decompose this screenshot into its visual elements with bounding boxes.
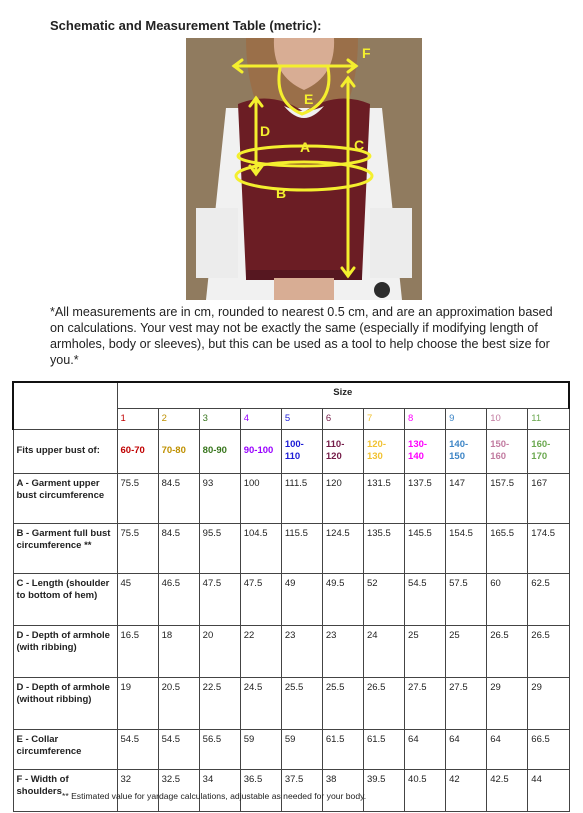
size-number-11: 11 — [528, 408, 569, 429]
label-f: F — [362, 45, 371, 61]
size-number-3: 3 — [199, 408, 240, 429]
row-label: D - Depth of armhole (with ribbing) — [13, 625, 117, 677]
bust-range-size-7: 120-130 — [363, 429, 404, 473]
table-row — [13, 677, 569, 729]
size-header-row — [13, 382, 569, 408]
value-cell: 165.5 — [487, 523, 528, 573]
value-cell: 61.5 — [363, 729, 404, 769]
size-number-7: 7 — [363, 408, 404, 429]
value-cell: 32.5 — [158, 769, 199, 811]
label-e: E — [304, 91, 314, 107]
value-cell: 26.5 — [363, 677, 404, 729]
value-cell: 49 — [281, 573, 322, 625]
value-cell: 39.5 — [363, 769, 404, 811]
row-label: F - Width of shoulders — [13, 769, 117, 811]
value-cell: 20 — [199, 625, 240, 677]
value-cell: 115.5 — [281, 523, 322, 573]
value-cell: 61.5 — [322, 729, 363, 769]
value-cell: 124.5 — [322, 523, 363, 573]
value-cell: 131.5 — [363, 473, 404, 523]
row-label: A - Garment upper bust circumference — [13, 473, 117, 523]
value-cell: 52 — [363, 573, 404, 625]
value-cell: 19 — [117, 677, 158, 729]
value-cell: 157.5 — [487, 473, 528, 523]
value-cell: 57.5 — [446, 573, 487, 625]
value-cell: 59 — [281, 729, 322, 769]
value-cell: 26.5 — [487, 625, 528, 677]
table-row — [13, 729, 569, 769]
value-cell: 154.5 — [446, 523, 487, 573]
size-number-2: 2 — [158, 408, 199, 429]
label-b: B — [276, 185, 287, 201]
label-d: D — [260, 123, 271, 139]
value-cell: 66.5 — [528, 729, 569, 769]
value-cell: 23 — [322, 625, 363, 677]
bust-range-size-4: 90-100 — [240, 429, 281, 473]
value-cell: 40.5 — [405, 769, 446, 811]
value-cell: 46.5 — [158, 573, 199, 625]
bust-range-size-10: 150-160 — [487, 429, 528, 473]
value-cell: 62.5 — [528, 573, 569, 625]
value-cell: 25.5 — [322, 677, 363, 729]
value-cell: 22 — [240, 625, 281, 677]
value-cell: 54.5 — [158, 729, 199, 769]
value-cell: 147 — [446, 473, 487, 523]
value-cell: 26.5 — [528, 625, 569, 677]
value-cell: 24 — [363, 625, 404, 677]
watch — [374, 282, 390, 298]
measurement-table — [12, 381, 570, 812]
value-cell: 42.5 — [487, 769, 528, 811]
value-cell: 174.5 — [528, 523, 569, 573]
value-cell: 60 — [487, 573, 528, 625]
value-cell: 56.5 — [199, 729, 240, 769]
hands — [274, 278, 334, 300]
value-cell: 27.5 — [446, 677, 487, 729]
vest-schematic-photo — [186, 38, 422, 300]
value-cell: 135.5 — [363, 523, 404, 573]
value-cell: 32 — [117, 769, 158, 811]
label-c: C — [354, 137, 365, 153]
value-cell: 44 — [528, 769, 569, 811]
value-cell: 34 — [199, 769, 240, 811]
value-cell: 54.5 — [405, 573, 446, 625]
value-cell: 59 — [240, 729, 281, 769]
value-cell: 18 — [158, 625, 199, 677]
bust-range-size-11: 160-170 — [528, 429, 569, 473]
corner-cell — [13, 382, 117, 429]
vest — [238, 99, 370, 278]
value-cell: 75.5 — [117, 473, 158, 523]
value-cell: 47.5 — [240, 573, 281, 625]
table-row — [13, 625, 569, 677]
value-cell: 64 — [487, 729, 528, 769]
bust-range-size-9: 140-150 — [446, 429, 487, 473]
value-cell: 20.5 — [158, 677, 199, 729]
bust-range-size-6: 110-120 — [322, 429, 363, 473]
value-cell: 104.5 — [240, 523, 281, 573]
table-row — [13, 523, 569, 573]
value-cell: 16.5 — [117, 625, 158, 677]
bust-range-size-5: 100-110 — [281, 429, 322, 473]
value-cell: 25 — [405, 625, 446, 677]
value-cell: 49.5 — [322, 573, 363, 625]
value-cell: 84.5 — [158, 473, 199, 523]
value-cell: 75.5 — [117, 523, 158, 573]
bust-range-size-1: 60-70 — [117, 429, 158, 473]
value-cell: 22.5 — [199, 677, 240, 729]
value-cell: 93 — [199, 473, 240, 523]
value-cell: 47.5 — [199, 573, 240, 625]
value-cell: 111.5 — [281, 473, 322, 523]
value-cell: 37.5 — [281, 769, 322, 811]
value-cell: 38 — [322, 769, 363, 811]
value-cell: 64 — [405, 729, 446, 769]
bust-range-size-3: 80-90 — [199, 429, 240, 473]
table-row — [13, 769, 569, 811]
bust-range-size-8: 130-140 — [405, 429, 446, 473]
size-number-8: 8 — [405, 408, 446, 429]
value-cell: 120 — [322, 473, 363, 523]
size-number-5: 5 — [281, 408, 322, 429]
value-cell: 29 — [528, 677, 569, 729]
value-cell: 137.5 — [405, 473, 446, 523]
right-sleeve — [370, 208, 412, 278]
size-number-9: 9 — [446, 408, 487, 429]
left-sleeve — [196, 208, 238, 278]
value-cell: 24.5 — [240, 677, 281, 729]
value-cell: 27.5 — [405, 677, 446, 729]
page-title: Schematic and Measurement Table (metric): — [50, 18, 322, 33]
size-number-1: 1 — [117, 408, 158, 429]
label-a: A — [300, 139, 311, 155]
size-number-4: 4 — [240, 408, 281, 429]
fits-bust-label: Fits upper bust of: — [13, 429, 117, 473]
value-cell: 25.5 — [281, 677, 322, 729]
measurement-note: *All measurements are in cm, rounded to nearest 0.5 cm, and are an approximation based on calculations. Your vest may not be exactly the same (especially if modifying length of armholes, body or sleeves), but this can be used as a tool to help choose the best size for you.* — [50, 305, 553, 367]
table-row — [13, 573, 569, 625]
value-cell: 100 — [240, 473, 281, 523]
row-label: D - Depth of armhole (without ribbing) — [13, 677, 117, 729]
value-cell: 25 — [446, 625, 487, 677]
value-cell: 167 — [528, 473, 569, 523]
value-cell: 23 — [281, 625, 322, 677]
bust-range-size-2: 70-80 — [158, 429, 199, 473]
table-row — [13, 473, 569, 523]
size-header: Size — [117, 382, 569, 408]
value-cell: 36.5 — [240, 769, 281, 811]
row-label: B - Garment full bust circumference ** — [13, 523, 117, 573]
value-cell: 64 — [446, 729, 487, 769]
footnote: ** Estimated value for yardage calculations, adjustable as needed for your body. — [62, 791, 367, 801]
value-cell: 42 — [446, 769, 487, 811]
row-label: C - Length (shoulder to bottom of hem) — [13, 573, 117, 625]
value-cell: 84.5 — [158, 523, 199, 573]
value-cell: 145.5 — [405, 523, 446, 573]
value-cell: 95.5 — [199, 523, 240, 573]
row-label: E - Collar circumference — [13, 729, 117, 769]
size-number-10: 10 — [487, 408, 528, 429]
fits-bust-row — [13, 429, 569, 473]
value-cell: 54.5 — [117, 729, 158, 769]
value-cell: 29 — [487, 677, 528, 729]
value-cell: 45 — [117, 573, 158, 625]
size-number-6: 6 — [322, 408, 363, 429]
